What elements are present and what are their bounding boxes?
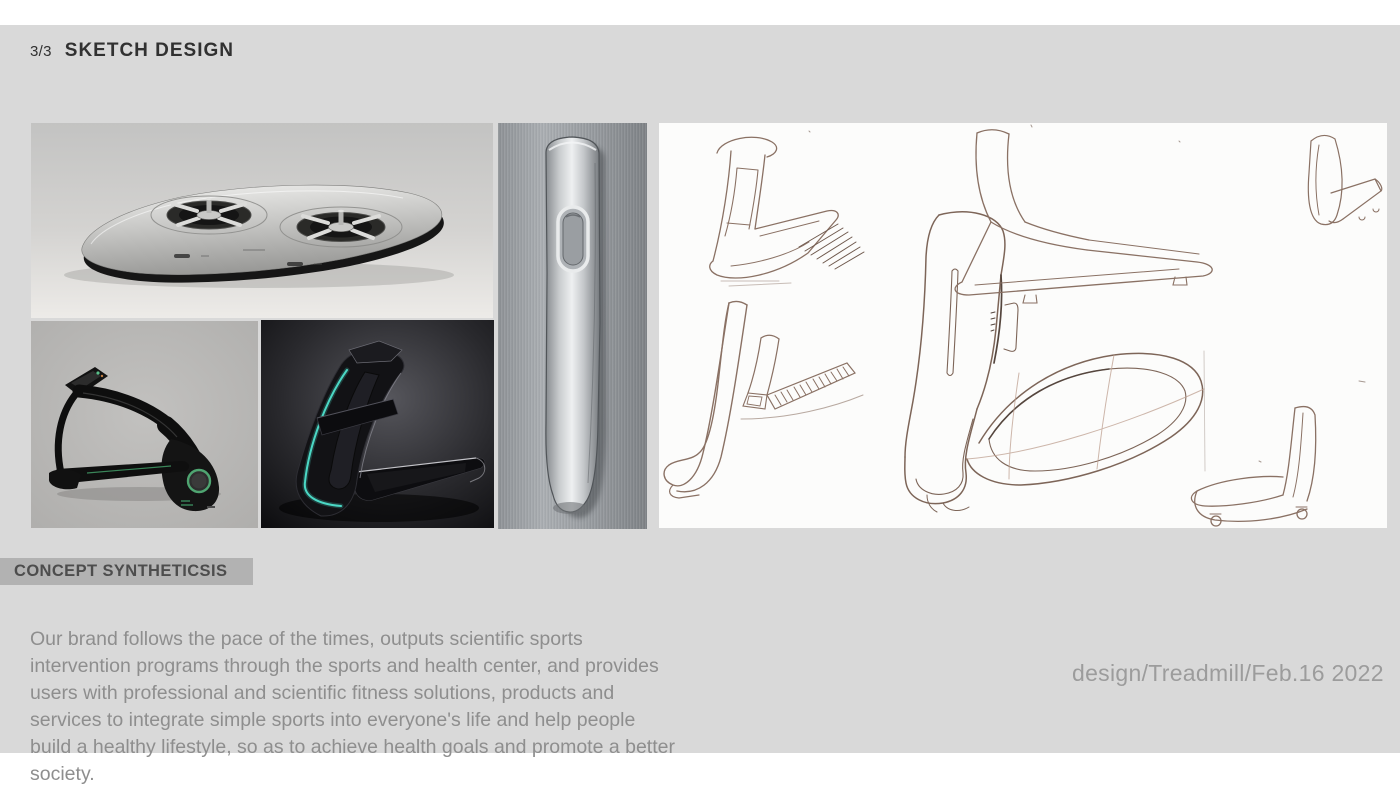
treadmill-photo-image — [31, 321, 258, 528]
treadmill-photo-illustration — [31, 321, 258, 528]
treadmill-render-illustration — [261, 320, 494, 528]
gas-stove-image — [31, 123, 493, 318]
page-number: 3/3 — [30, 43, 52, 60]
handle-illustration — [498, 123, 647, 529]
footer-credit: design/Treadmill/Feb.16 2022 — [1072, 660, 1384, 686]
sketch-sheet-illustration — [659, 123, 1387, 528]
page-title: SKETCH DESIGN — [64, 40, 235, 61]
concept-body-text: Our brand follows the pace of the times, outputs scientific sports intervention programs through the sports and health center, and provides users with professional and scientific fitness solutions, products and services to integrate simple sports into everyone's life and help people build a healthy lifestyle, so as to achieve health goals and promote a better society. — [30, 627, 675, 785]
handle-image — [498, 123, 647, 529]
sketch-sheet-image — [659, 123, 1387, 528]
slide-header — [30, 40, 234, 62]
treadmill-render-image — [261, 320, 494, 528]
concept-section-label: CONCEPT SYNTHETICSIS — [0, 558, 253, 585]
gas-stove-illustration — [31, 123, 493, 318]
